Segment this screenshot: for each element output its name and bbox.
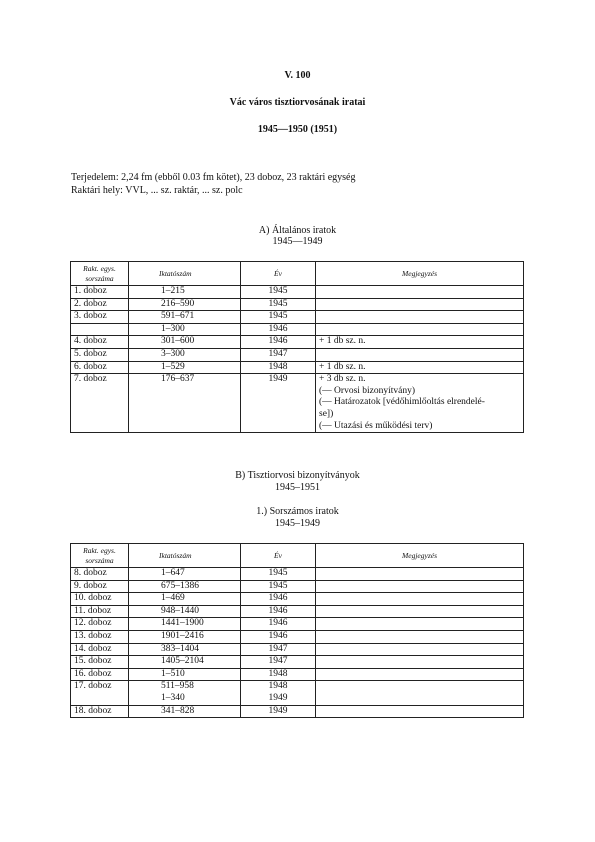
note-line: + 1 db sz. n. [319, 361, 366, 372]
note-line: + 1 db sz. n. [319, 336, 366, 347]
year-cell [241, 580, 316, 593]
table-row [71, 593, 524, 606]
reference-cell: 1–300 [129, 323, 241, 336]
section-b-rows [71, 568, 524, 718]
reference-cell [129, 643, 241, 656]
record-group-code: V. 100 [284, 70, 311, 81]
table-row [71, 630, 524, 643]
reference-line: 1441–1900 [161, 618, 204, 629]
unit-cell: 14. doboz [71, 643, 129, 656]
reference-column-header: Iktatószám [129, 262, 241, 286]
section-b-years: 1945–1951 [275, 482, 320, 493]
year-line: 1949 [268, 692, 288, 703]
year-cell: 1948 [241, 361, 316, 374]
year-line: 1945 [268, 568, 288, 578]
notes-cell [316, 568, 524, 581]
notes-cell [316, 286, 524, 299]
notes-cell [316, 311, 524, 324]
year-cell: 1949 [241, 374, 316, 433]
table-row [71, 618, 524, 631]
table-row [71, 298, 524, 311]
table-row [71, 605, 524, 618]
table-row [71, 311, 524, 324]
notes-cell [316, 705, 524, 718]
reference-cell [129, 630, 241, 643]
reference-cell [129, 668, 241, 681]
table-row [71, 336, 524, 349]
notes-cell [316, 656, 524, 669]
reference-cell: 3–300 [129, 348, 241, 361]
reference-cell: 591–671 [129, 311, 241, 324]
reference-line: 1–647 [161, 568, 185, 578]
reference-cell [129, 580, 241, 593]
unit-cell [71, 323, 129, 336]
unit-cell: 8. doboz [71, 568, 129, 581]
unit-column-header [71, 544, 129, 568]
reference-cell [129, 605, 241, 618]
note-line: (— Orvosi bizonyítvány) [319, 385, 416, 396]
table-header-row [71, 544, 524, 568]
year-cell [241, 568, 316, 581]
reference-line: 1–469 [161, 593, 185, 604]
table-row [71, 656, 524, 669]
reference-column-header: Iktatószám [129, 544, 241, 568]
unit-cell: 18. doboz [71, 705, 129, 718]
reference-cell [129, 681, 241, 705]
notes-cell [316, 593, 524, 606]
notes-cell [316, 580, 524, 593]
unit-cell: 11. doboz [71, 605, 129, 618]
year-cell [241, 643, 316, 656]
year-line: 1945 [268, 580, 288, 591]
section-a-rows [71, 286, 524, 433]
table-row [71, 348, 524, 361]
reference-line: 341–828 [161, 705, 195, 716]
unit-cell: 17. doboz [71, 681, 129, 705]
note-line: se]) [319, 408, 334, 419]
year-line: 1946 [268, 605, 288, 616]
notes-cell [316, 643, 524, 656]
extent-line: Terjedelem: 2,24 fm (ebből 0.03 fm kötet), 23 doboz, 23 raktári egység [71, 172, 356, 183]
year-cell: 1947 [241, 348, 316, 361]
year-column-header: Év [241, 262, 316, 286]
table-header-row [71, 262, 524, 286]
reference-cell: 216–590 [129, 298, 241, 311]
year-line: 1947 [268, 656, 288, 667]
unit-column-header [71, 262, 129, 286]
notes-cell [316, 668, 524, 681]
table-row [71, 643, 524, 656]
subsection-years: 1945–1949 [275, 518, 320, 529]
unit-cell: 1. doboz [71, 286, 129, 299]
reference-line: 948–1440 [161, 605, 199, 616]
unit-header-line: sorszáma [85, 273, 114, 283]
note-line: (— Határozatok [védőhimlőoltás elrendelé- [319, 397, 485, 408]
notes-cell [316, 630, 524, 643]
year-cell: 1946 [241, 323, 316, 336]
notes-cell [316, 323, 524, 336]
notes-column-header: Megjegyzés [316, 544, 524, 568]
year-column-header: Év [241, 544, 316, 568]
reference-line: 1901–2416 [161, 630, 204, 641]
unit-cell: 16. doboz [71, 668, 129, 681]
table-row [71, 668, 524, 681]
unit-cell: 10. doboz [71, 593, 129, 606]
notes-cell [316, 361, 524, 374]
unit-cell: 13. doboz [71, 630, 129, 643]
notes-cell [316, 681, 524, 705]
unit-cell: 4. doboz [71, 336, 129, 349]
year-cell [241, 668, 316, 681]
notes-cell [316, 618, 524, 631]
unit-cell: 7. doboz [71, 374, 129, 433]
year-cell: 1946 [241, 336, 316, 349]
notes-cell [316, 336, 524, 349]
document-years: 1945—1950 (1951) [257, 124, 338, 135]
reference-cell [129, 618, 241, 631]
table-row [71, 568, 524, 581]
year-cell [241, 618, 316, 631]
reference-line: 675–1386 [161, 580, 199, 591]
subsection-title: 1.) Sorszámos iratok [256, 506, 339, 517]
table-row [71, 286, 524, 299]
year-line: 1947 [268, 643, 288, 654]
reference-cell [129, 705, 241, 718]
year-line: 1949 [268, 705, 288, 716]
note-line: (— Utazási és működési terv) [319, 420, 433, 431]
year-cell [241, 605, 316, 618]
year-cell: 1945 [241, 311, 316, 324]
notes-cell [316, 298, 524, 311]
unit-header-line: Rakt. egys. [83, 264, 116, 273]
section-a-years: 1945—1949 [272, 236, 323, 247]
year-cell [241, 705, 316, 718]
table-row [71, 323, 524, 336]
location-line: Raktári hely: VVL, ... sz. raktár, ... sz. polc [71, 185, 243, 196]
reference-cell: 176–637 [129, 374, 241, 433]
unit-cell: 5. doboz [71, 348, 129, 361]
unit-cell: 15. doboz [71, 656, 129, 669]
year-line: 1946 [268, 618, 288, 629]
section-a-title: A) Általános iratok [258, 225, 337, 236]
table-row [71, 374, 524, 433]
unit-cell: 9. doboz [71, 580, 129, 593]
reference-line: 1–510 [161, 668, 185, 679]
year-cell [241, 656, 316, 669]
reference-line: 1–340 [161, 692, 185, 703]
year-line: 1946 [268, 593, 288, 604]
year-line: 1948 [268, 681, 288, 692]
table-row [71, 681, 524, 705]
notes-cell [316, 374, 524, 433]
notes-column-header: Megjegyzés [316, 262, 524, 286]
table-row [71, 361, 524, 374]
reference-line: 511–958 [161, 681, 194, 692]
notes-cell [316, 605, 524, 618]
unit-cell: 6. doboz [71, 361, 129, 374]
unit-cell: 2. doboz [71, 298, 129, 311]
document-title: Vác város tisztiorvosának iratai [229, 97, 366, 108]
year-cell: 1945 [241, 298, 316, 311]
reference-cell: 1–529 [129, 361, 241, 374]
year-line: 1946 [268, 630, 288, 641]
year-cell [241, 630, 316, 643]
year-cell [241, 681, 316, 705]
section-b-title: B) Tisztiorvosi bizonyítványok [235, 470, 360, 481]
reference-line: 383–1404 [161, 643, 199, 654]
reference-cell: 301–600 [129, 336, 241, 349]
reference-line: 1405–2104 [161, 656, 204, 667]
reference-cell [129, 568, 241, 581]
unit-header-line: Rakt. egys. [83, 546, 116, 555]
year-cell [241, 593, 316, 606]
unit-header-line: sorszáma [85, 555, 114, 565]
reference-cell [129, 656, 241, 669]
table-row [71, 705, 524, 718]
notes-cell [316, 348, 524, 361]
section-a-table [70, 261, 524, 433]
unit-cell: 3. doboz [71, 311, 129, 324]
note-line: + 3 db sz. n. [319, 374, 366, 385]
year-line: 1948 [268, 668, 288, 679]
reference-cell [129, 593, 241, 606]
section-b-table [70, 543, 524, 718]
reference-cell: 1–215 [129, 286, 241, 299]
unit-cell: 12. doboz [71, 618, 129, 631]
year-cell: 1945 [241, 286, 316, 299]
table-row [71, 580, 524, 593]
